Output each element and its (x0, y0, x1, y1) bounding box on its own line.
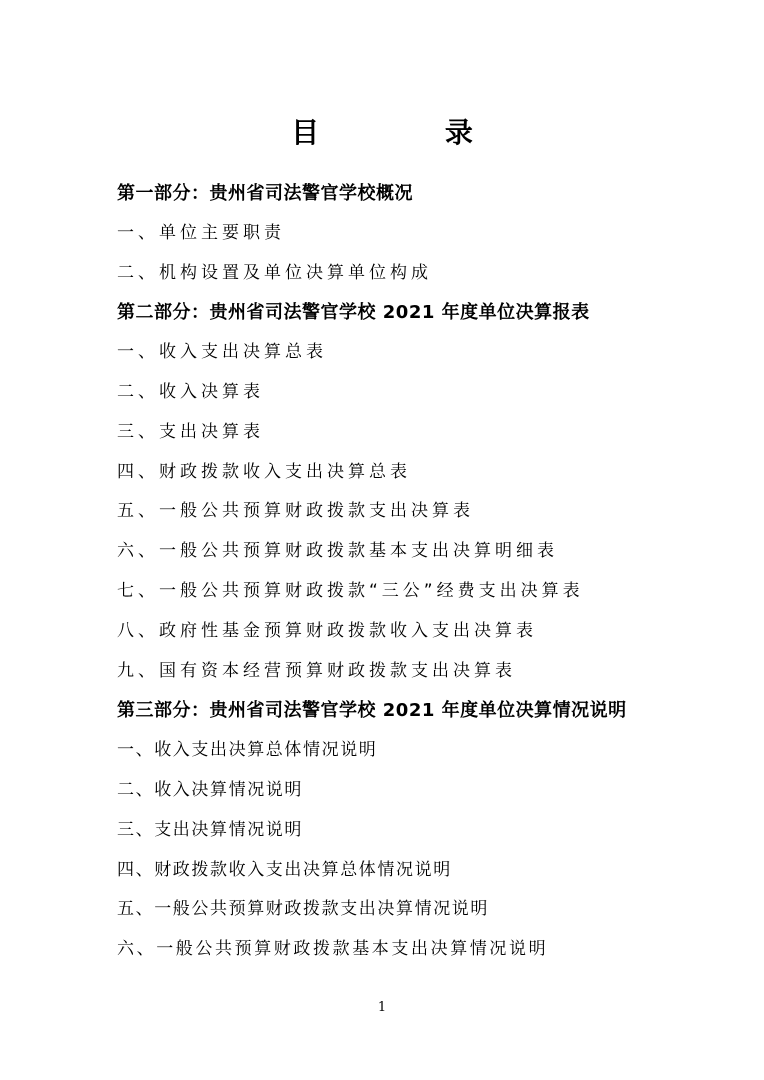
toc-item (117, 293, 677, 333)
toc-item-label: 六、一般公共预算财政拨款基本支出决算明细表 (117, 541, 558, 562)
toc-item-label: 一、收入支出决算总体情况说明 (117, 740, 378, 761)
toc-item (117, 652, 677, 692)
toc-item (117, 771, 677, 811)
toc-item-label: 二、收入决算表 (117, 381, 264, 402)
toc-item-label: 四、财政拨款收入支出决算总体情况说明 (117, 859, 452, 880)
toc-item-label: 三、支出决算情况说明 (117, 819, 303, 840)
toc-item (117, 333, 677, 373)
toc-item (117, 492, 677, 532)
toc-item (117, 811, 677, 851)
toc-item (117, 572, 677, 612)
toc-item-label: 一、单位主要职责 (117, 222, 285, 243)
toc-item-label: 三、支出决算表 (117, 421, 264, 442)
toc-item-label: 第二部分：贵州省司法警官学校 2021 年度单位决算报表 (117, 302, 590, 324)
page-number: 1 (377, 1000, 387, 1015)
toc-item (117, 174, 677, 214)
toc-item (117, 532, 677, 572)
toc-item-label: 第三部分：贵州省司法警官学校 2021 年度单位决算情况说明 (117, 700, 627, 722)
toc-item (117, 254, 677, 294)
toc-item (117, 930, 677, 970)
page-title: 目 录 (291, 115, 531, 149)
toc-item-label: 七、一般公共预算财政拨款“三公”经费支出决算表 (117, 580, 584, 601)
toc-item (117, 453, 677, 493)
toc-item (117, 373, 677, 413)
toc-item-label: 一、收入支出决算总表 (117, 342, 327, 363)
toc-item (117, 214, 677, 254)
toc-item-label: 第一部分：贵州省司法警官学校概况 (117, 183, 413, 204)
toc-item-label: 五、一般公共预算财政拨款支出决算表 (117, 501, 474, 522)
toc-item (117, 413, 677, 453)
toc-item-label: 二、机构设置及单位决算单位构成 (117, 262, 432, 283)
toc-item-label: 八、政府性基金预算财政拨款收入支出决算表 (117, 620, 537, 641)
toc-item-label: 九、国有资本经营预算财政拨款支出决算表 (117, 660, 516, 681)
toc-item-label: 四、财政拨款收入支出决算总表 (117, 461, 411, 482)
toc-item-label: 二、收入决算情况说明 (117, 779, 303, 800)
toc-item (117, 612, 677, 652)
toc-item (117, 731, 677, 771)
toc-item (117, 890, 677, 930)
toc-item (117, 691, 677, 731)
toc-item-label: 六、一般公共预算财政拨款基本支出决算情况说明 (117, 939, 549, 960)
toc-item (117, 851, 677, 891)
toc-item-label: 五、一般公共预算财政拨款支出决算情况说明 (117, 899, 489, 920)
table-of-contents (117, 174, 677, 970)
